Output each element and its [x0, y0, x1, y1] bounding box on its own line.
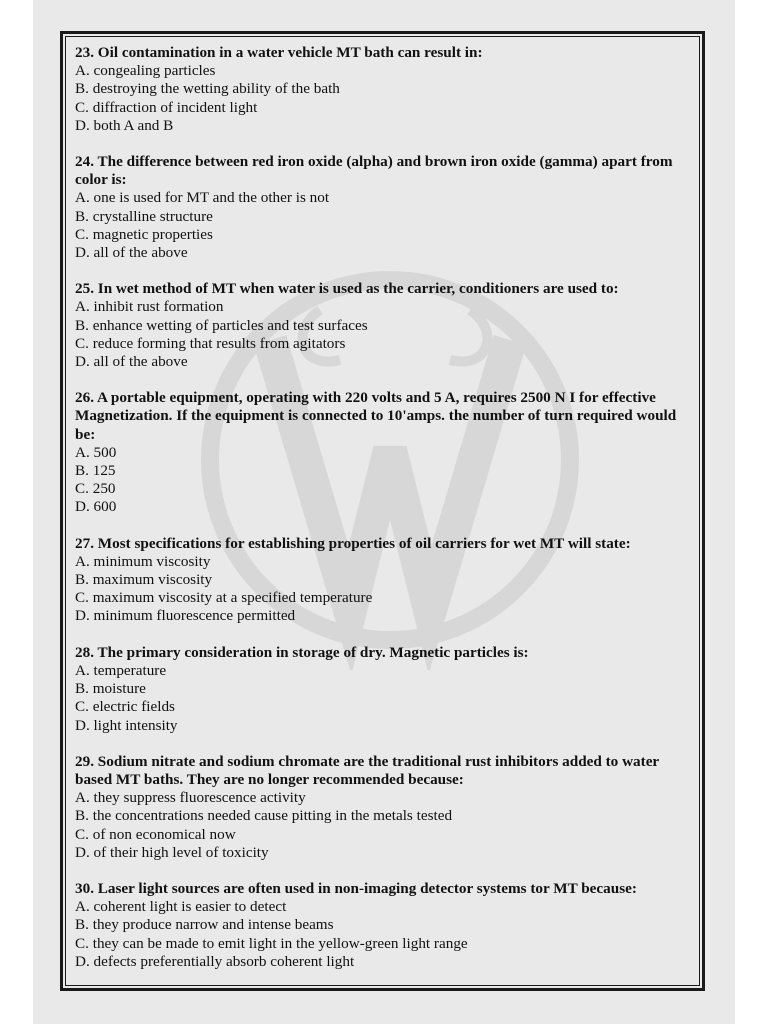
question-text: 25. In wet method of MT when water is used as the carrier, conditioners are used to:	[75, 280, 619, 298]
answer-option: C. electric fields	[75, 698, 175, 716]
answer-option: A. they suppress fluorescence activity	[75, 789, 306, 807]
answer-option: B. crystalline structure	[75, 207, 213, 225]
answer-option: C. diffraction of incident light	[75, 98, 258, 116]
question-text: 27. Most specifications for establishing properties of oil carriers for wet MT will state:	[75, 534, 631, 552]
question-text: 28. The primary consideration in storage of dry. Magnetic particles is:	[75, 643, 529, 661]
answer-option: A. congealing particles	[75, 62, 216, 80]
answer-option: A. coherent light is easier to detect	[75, 898, 287, 916]
question-item	[75, 644, 690, 735]
answer-option: D. both A and B	[75, 116, 174, 134]
question-item	[75, 753, 690, 862]
question-item	[75, 280, 690, 371]
answer-option: C. of non economical now	[75, 825, 236, 843]
answer-option: B. enhance wetting of particles and test surfaces	[75, 316, 368, 334]
answer-option: C. 250	[75, 480, 116, 498]
question-text: 26. A portable equipment, operating with 220 volts and 5 A, requires 2500 N I for effective Magnetization. If the equipment is connected to 10'amps. the number of turn required would be:	[75, 389, 677, 443]
answer-option: A. one is used for MT and the other is not	[75, 189, 330, 207]
answer-option: D. all of the above	[75, 244, 188, 262]
answer-option: A. 500	[75, 443, 117, 461]
question-item	[75, 153, 690, 262]
answer-option: B. destroying the wetting ability of the bath	[75, 80, 340, 98]
answer-option: C. maximum viscosity at a specified temperature	[75, 589, 373, 607]
answer-option: C. they can be made to emit light in the yellow-green light range	[75, 934, 468, 952]
question-text: 23. Oil contamination in a water vehicle MT bath can result in:	[75, 44, 483, 61]
answer-option: D. of their high level of toxicity	[75, 843, 269, 861]
question-text: 30. Laser light sources are often used in non-imaging detector systems tor MT because:	[75, 879, 637, 897]
question-item	[75, 880, 690, 971]
question-text: 29. Sodium nitrate and sodium chromate are the traditional rust inhibitors added to water based MT baths. They are no longer recommended because:	[75, 752, 659, 788]
question-item	[75, 44, 690, 135]
answer-option: A. minimum viscosity	[75, 552, 211, 570]
answer-option: A. inhibit rust formation	[75, 298, 224, 316]
answer-option: B. the concentrations needed cause pitting in the metals tested	[75, 807, 453, 825]
answer-option: B. they produce narrow and intense beams	[75, 916, 334, 934]
answer-option: C. reduce forming that results from agitators	[75, 334, 346, 352]
question-text: 24. The difference between red iron oxide (alpha) and brown iron oxide (gamma) apart from color is:	[75, 153, 673, 189]
answer-option: B. 125	[75, 462, 116, 480]
question-item	[75, 389, 690, 516]
answer-option: D. 600	[75, 498, 117, 516]
question-item	[75, 535, 690, 626]
answer-option: B. moisture	[75, 680, 146, 698]
answer-option: D. minimum fluorescence permitted	[75, 607, 296, 625]
answer-option: D. all of the above	[75, 353, 188, 371]
question-list	[75, 44, 690, 989]
answer-option: C. magnetic properties	[75, 225, 213, 243]
answer-option: A. temperature	[75, 661, 167, 679]
answer-option: D. defects preferentially absorb coherent light	[75, 952, 355, 970]
answer-option: B. maximum viscosity	[75, 571, 213, 589]
answer-option: D. light intensity	[75, 716, 178, 734]
